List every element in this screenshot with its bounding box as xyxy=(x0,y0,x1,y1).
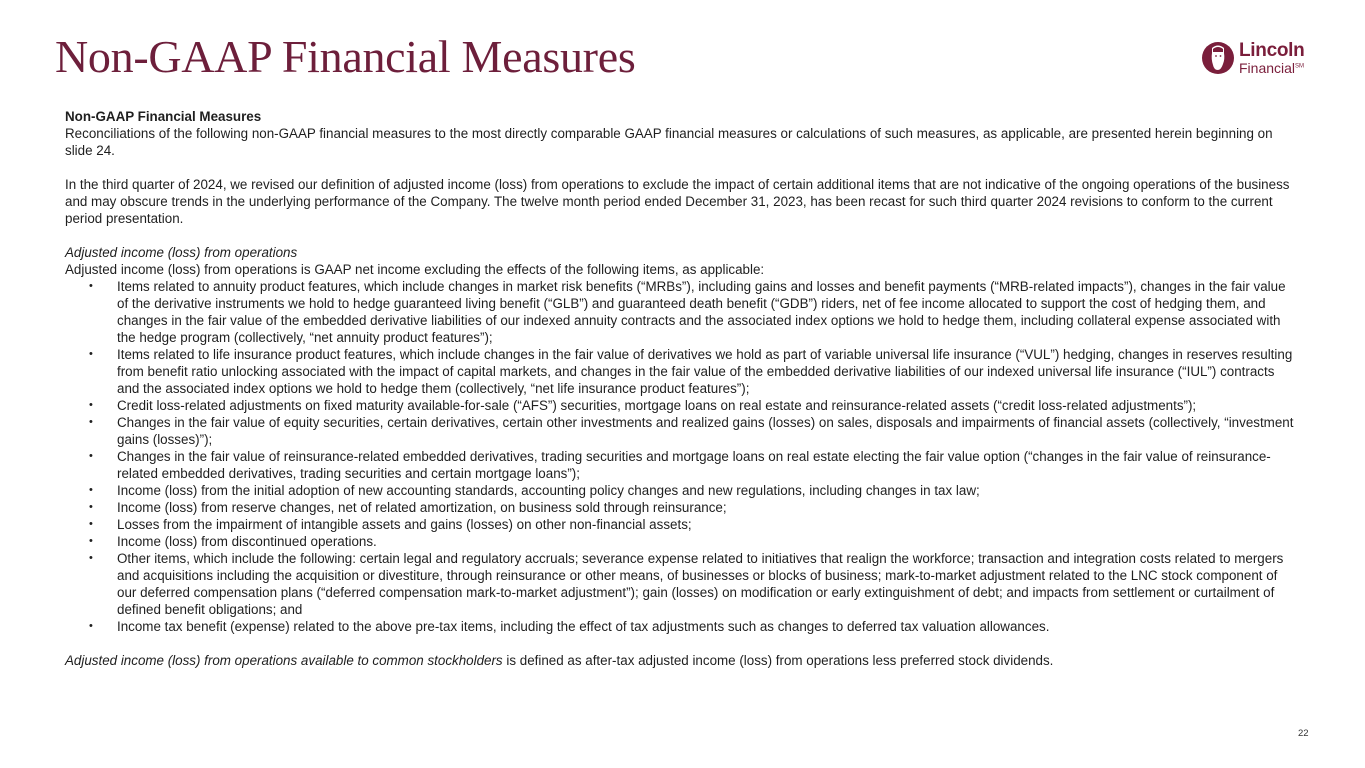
closing-term: Adjusted income (loss) from operations available to common stockholders xyxy=(65,653,503,668)
page-title: Non-GAAP Financial Measures xyxy=(55,31,636,82)
bullet-icon: • xyxy=(89,501,93,513)
closing-text: is defined as after-tax adjusted income (loss) from operations less preferred stock dividends. xyxy=(502,653,1054,668)
bullet-icon: • xyxy=(89,620,93,632)
list-item: • Income (loss) from the initial adoption of new accounting standards, accounting policy changes and new regulations, including changes in tax law; xyxy=(89,483,980,498)
list-item: • Income (loss) from reserve changes, net of related amortization, on business sold through reinsurance; xyxy=(89,500,727,515)
list-item: • Income (loss) from discontinued operations. xyxy=(89,534,377,549)
list-item: • Items related to annuity product features, which include changes in market risk benefits (“MRBs”), including gains and losses and benefit payments (“MRB-related impacts”), changes in the fair value of the derivative instruments we hold to hedge guaranteed living benefit (“GLB”) and guaranteed death benefit (“GDB”) riders, net of fee income allocated to support the cost of hedging them, and changes in the fair value of the embedded derivative liabilities of our indexed annuity contracts and the associated index options we hold to hedge them, including collateral expense associated with the hedge program (collectively, “net annuity product features”); xyxy=(89,279,1286,345)
bullet-icon: • xyxy=(89,399,93,411)
bullet-icon: • xyxy=(89,484,93,496)
bullet-icon: • xyxy=(89,416,93,428)
page-number: 22 xyxy=(1298,728,1309,739)
logo-wordmark-financial: Financial℠ xyxy=(1239,60,1305,76)
bullet-icon: • xyxy=(89,518,93,530)
subsection-title: Adjusted income (loss) from operations xyxy=(65,245,298,260)
intro-paragraph: Reconciliations of the following non-GAAP financial measures to the most directly comparable GAAP financial measures or calculations of such measures, as applicable, are presented herein beginning on slide 24. xyxy=(65,126,1273,158)
bullet-icon: • xyxy=(89,552,93,564)
list-item: • Changes in the fair value of equity securities, certain derivatives, certain other investments and realized gains (losses) on sales, disposals and impairments of financial assets (collectively, “investment gains (losses)”); xyxy=(89,415,1294,447)
list-item: • Credit loss-related adjustments on fixed maturity available-for-sale (“AFS”) securities, mortgage loans on real estate and reinsurance-related assets (“credit loss-related adjustments”); xyxy=(89,398,1197,413)
list-item: • Losses from the impairment of intangible assets and gains (losses) on other non-financial assets; xyxy=(89,517,692,532)
adjustment-items-list xyxy=(65,278,1297,635)
bullet-icon: • xyxy=(89,535,93,547)
closing-paragraph xyxy=(65,652,1297,669)
revision-note-paragraph: In the third quarter of 2024, we revised our definition of adjusted income (loss) from operations to exclude the impact of certain additional items that are not indicative of the ongoing operations of the business and may obscure trends in the underlying performance of the Company. The twelve month period ended December 31, 2023, has been recast for such third quarter 2024 revisions to conform to the current period presentation. xyxy=(65,177,1290,226)
logo-service-mark: SM xyxy=(1295,63,1305,70)
logo-wordmark-lincoln: Lincoln xyxy=(1239,40,1305,61)
list-item: • Changes in the fair value of reinsurance-related embedded derivatives, trading securities and mortgage loans on real estate electing the fair value option (“changes in the fair value of reinsurance-related embedded derivatives, trading securities and certain mortgage loans”); xyxy=(89,449,1271,481)
list-item: • Items related to life insurance product features, which include changes in the fair value of derivatives we hold as part of variable universal life insurance (“VUL”) hedging, changes in reserves resulting from benefit ratio unlocking associated with the impact of capital markets, and changes in the fair value of the embedded derivative liabilities of our indexed universal life insurance (“IUL”) contracts and the associated index options we hold to hedge them (collectively, “net life insurance product features”); xyxy=(89,347,1293,396)
definition-paragraph: Adjusted income (loss) from operations is GAAP net income excluding the effects of the following items, as applicable: xyxy=(65,262,765,277)
body-content xyxy=(65,108,1297,669)
bullet-icon: • xyxy=(89,348,93,360)
list-item: • Other items, which include the following: certain legal and regulatory accruals; severance expense related to initiatives that realign the workforce; transaction and integration costs related to mergers and acquisitions including the acquisition or divestiture, through reinsurance or other means, of businesses or blocks of business; mark-to-market adjustment related to the LNC stock component of our deferred compensation plans (“deferred compensation mark-to-market adjustment”); gain (losses) on modification or early extinguishment of debt; and impacts from settlement or curtailment of defined benefit obligations; and xyxy=(89,551,1284,617)
lincoln-portrait-icon xyxy=(1201,39,1235,77)
list-item: • Income tax benefit (expense) related to the above pre-tax items, including the effect of tax adjustments such as changes to deferred tax valuation allowances. xyxy=(89,619,1050,634)
bullet-icon: • xyxy=(89,280,93,292)
lincoln-financial-logo xyxy=(1201,38,1311,80)
section-heading: Non-GAAP Financial Measures xyxy=(65,109,262,124)
bullet-icon: • xyxy=(89,450,93,462)
